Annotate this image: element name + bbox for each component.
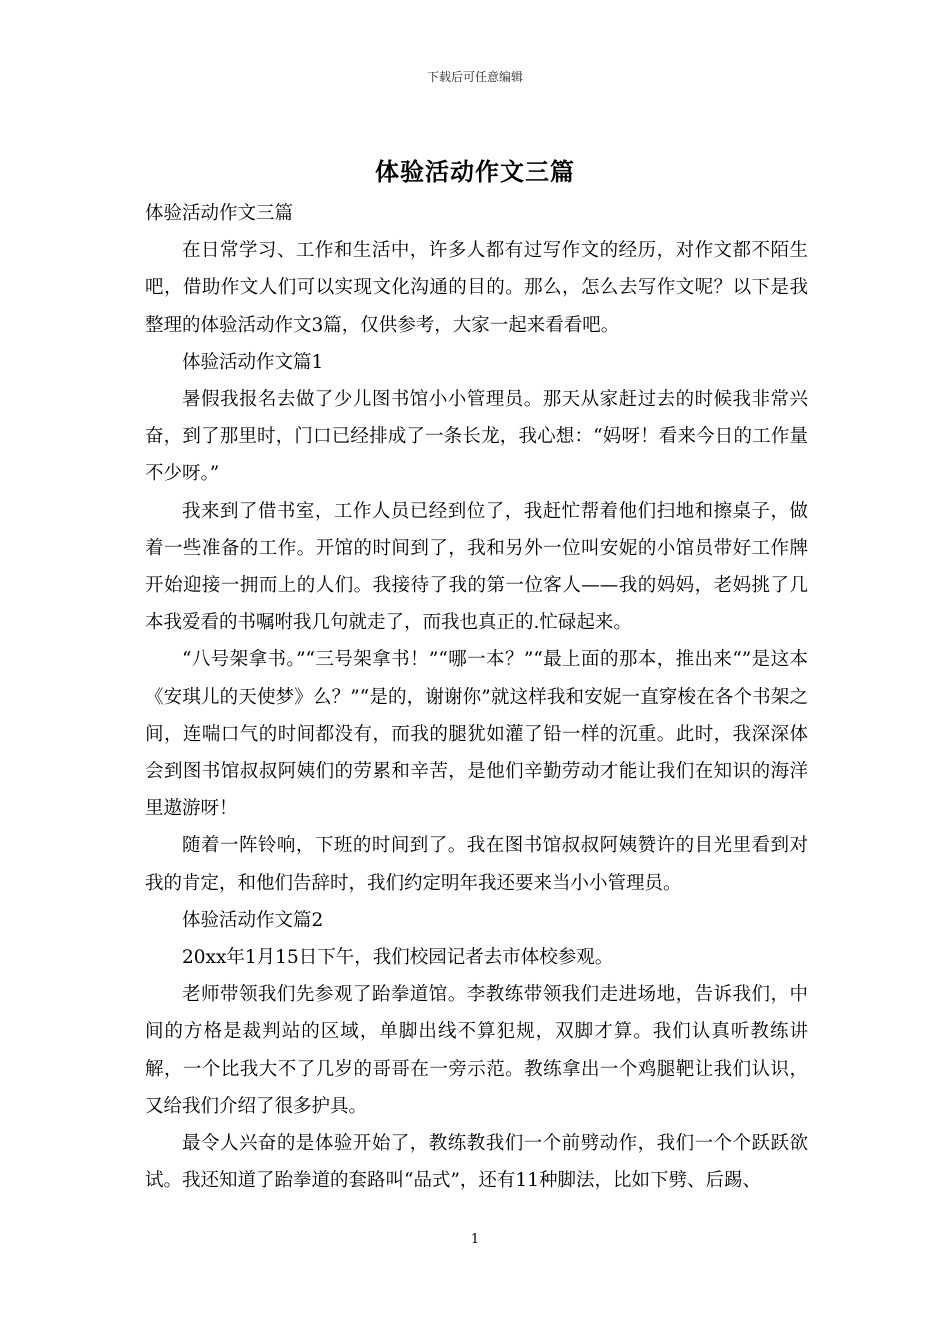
paragraph: 老师带领我们先参观了跆拳道馆。李教练带领我们走进场地，告诉我们，中间的方格是裁判站的区域，单脚出线不算犯规，双脚才算。我们认真听教练讲解，一个比我大不了几岁的哥哥在一旁示范。教练拿出一个鸡腿靶让我们认识，又给我们介绍了很多护具。	[145, 984, 808, 1117]
paragraph: “八号架拿书。”“三号架拿书！”“哪一本？”“最上面的那本，推出来“”是这本《安琪儿的天使梦》么？”“是的，谢谢你”就这样我和安妮一直穿梭在各个书架之间，连喘口气的时间都没有，而我的腿犹如灌了铅一样的沉重。此时，我深深体会到图书馆叔叔阿姨们的劳累和辛苦，是他们辛勤劳动才能让我们在知识的海洋里遨游呀！	[145, 649, 808, 820]
paragraph: 20xx年1月15日下午，我们校园记者去市体校参观。	[182, 947, 614, 969]
paragraph: 暑假我报名去做了少儿图书馆小小管理员。那天从家赶过去的时候我非常兴奋，到了那里时，门口已经排成了一条长龙，我心想：“妈呀！看来今日的工作量不少呀。”	[145, 389, 808, 485]
paragraph: 体验活动作文三篇	[145, 203, 294, 224]
document-title: 体验活动作文三篇	[375, 157, 575, 186]
page-header: 下载后可任意编辑	[426, 70, 523, 84]
section-heading: 体验活动作文篇1	[182, 351, 324, 373]
section-heading: 体验活动作文篇2	[182, 909, 324, 931]
document-body	[145, 195, 808, 1199]
paragraph: 我来到了借书室，工作人员已经到位了，我赶忙帮着他们扫地和擦桌子，做着一些准备的工作。开馆的时间到了，我和另外一位叫安妮的小馆员带好工作牌开始迎接一拥而上的人们。我接待了我的第一位客人——我的妈妈，老妈挑了几本我爱看的书嘱咐我几句就走了，而我也真正的.忙碌起来。	[145, 500, 808, 634]
page-number: 1	[470, 1232, 480, 1247]
paragraph: 随着一阵铃响，下班的时间到了。我在图书馆叔叔阿姨赞许的目光里看到对我的肯定，和他们告辞时，我们约定明年我还要来当小小管理员。	[145, 835, 808, 894]
paragraph: 最令人兴奋的是体验开始了，教练教我们一个前劈动作，我们一个个跃跃欲试。我还知道了跆拳道的套路叫“品式”，还有11种脚法，比如下劈、后踢、	[145, 1133, 808, 1192]
paragraph: 在日常学习、工作和生活中，许多人都有过写作文的经历，对作文都不陌生吧，借助作文人们可以实现文化沟通的目的。那么，怎么去写作文呢？以下是我整理的体验活动作文3篇，仅供参考，大家一起来看看吧。	[145, 240, 808, 336]
